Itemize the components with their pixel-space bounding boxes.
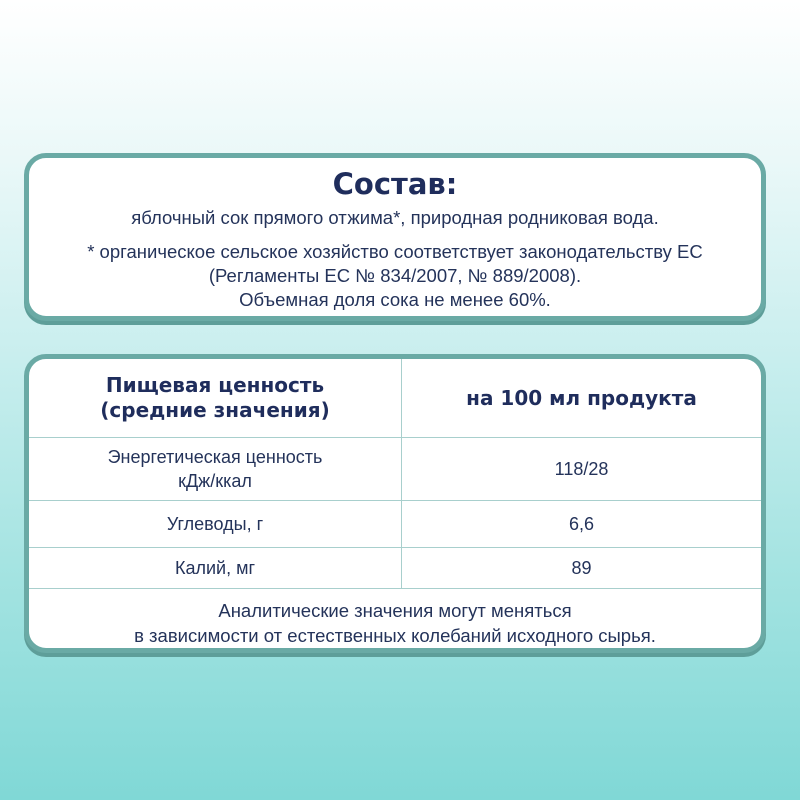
header-per-100ml: на 100 мл продукта (402, 359, 762, 438)
row-label-line: Энергетическая ценность (107, 447, 323, 467)
nutrition-table (29, 359, 761, 653)
row-label: Калий, мг (29, 548, 402, 589)
row-value: 89 (402, 548, 762, 589)
footer-line: Аналитические значения могут меняться (218, 600, 572, 621)
header-nutrition-value (29, 359, 402, 438)
footnote (29, 240, 761, 312)
footnote-line: (Регламенты ЕС № 834/2007, № 889/2008). (208, 265, 582, 286)
composition-title: Состав: (332, 167, 458, 201)
header-line: Пищевая ценность (105, 373, 325, 397)
footer-line: в зависимости от естественных колебаний исходного сырья. (134, 625, 656, 646)
row-label-line: кДж/ккал (178, 471, 252, 491)
row-label: Углеводы, г (29, 501, 402, 548)
row-value: 6,6 (402, 501, 762, 548)
table-row (29, 438, 761, 501)
table-footer-note (29, 589, 761, 654)
footnote-line: * органическое сельское хозяйство соответствует законодательству ЕС (87, 241, 703, 262)
table-footer-row (29, 589, 761, 654)
table-header-row (29, 359, 761, 438)
table-row (29, 501, 761, 548)
row-label (29, 438, 402, 501)
footnote-line: Объемная доля сока не менее 60%. (239, 289, 551, 310)
ingredients-text: яблочный сок прямого отжима*, природная родниковая вода. (131, 207, 659, 228)
composition-card (24, 153, 766, 321)
nutrition-card (24, 354, 766, 653)
table-row (29, 548, 761, 589)
header-line: (средние значения) (100, 398, 330, 422)
row-value: 118/28 (402, 438, 762, 501)
